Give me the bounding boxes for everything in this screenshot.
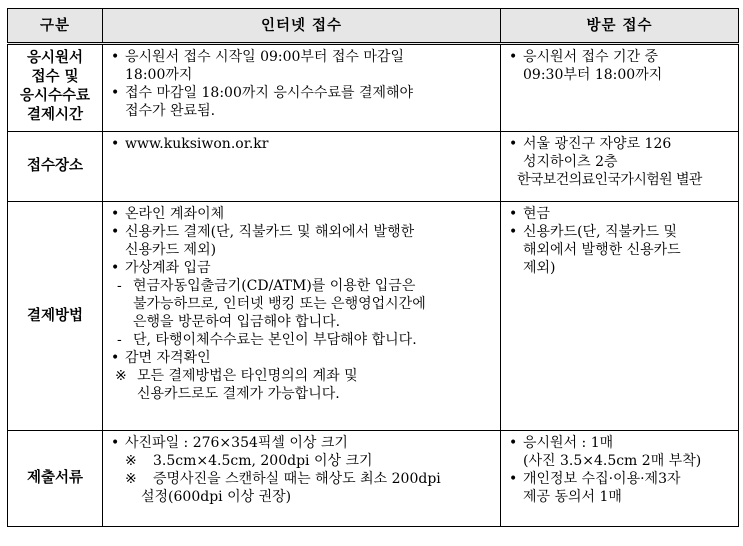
list-item-cont: 해외에서 발행한 신용카드 — [523, 242, 681, 258]
note-item: ※ 모든 결제방법은 타인명의의 계좌 및 — [115, 368, 358, 384]
list-item: • 응시원서 접수 기간 중 — [509, 49, 659, 65]
bullet-icon: • — [111, 85, 120, 101]
internet-documents — [103, 431, 501, 527]
list-item-cont: 18:00까지 — [125, 67, 193, 83]
list-item: • 신용카드 결제(단, 직불카드 및 해외에서 발행한 — [111, 224, 415, 240]
bullet-icon: • — [509, 224, 518, 240]
header-category: 구분 — [8, 9, 103, 44]
list-item-cont: 09:30부터 18:00까지 — [523, 67, 663, 83]
list-item-cont: (사진 3.5×4.5cm 2매 부착) — [523, 453, 702, 469]
category-time-line: 응시수수료 — [19, 88, 91, 104]
list-item — [111, 135, 494, 153]
bullet-icon: • — [111, 49, 120, 65]
category-time-line: 접수 및 — [31, 69, 79, 85]
internet-time — [103, 44, 501, 132]
list-item: • 가상계좌 입금 — [111, 260, 211, 276]
category-place: 접수장소 — [8, 132, 103, 202]
dash-icon: - — [117, 278, 122, 294]
category-time-line: 결제시간 — [26, 107, 84, 123]
row-payment — [8, 202, 739, 431]
bullet-icon: • — [509, 471, 518, 487]
visit-payment — [501, 202, 739, 431]
website-link[interactable]: www.kuksiwon.or.kr — [125, 136, 269, 152]
bullet-icon: • — [111, 260, 120, 276]
sub-item-cont: 불가능하므로, 인터넷 뱅킹 또는 은행영업시간에 — [133, 296, 426, 312]
list-item: • 접수 마감일 18:00까지 응시수수료를 결제해야 — [111, 85, 414, 101]
sub-item: - 단, 타행이체수수료는 본인이 부담해야 합니다. — [117, 332, 417, 348]
bullet-icon: • — [111, 224, 120, 240]
note-item-cont: 설정(600dpi 이상 권장) — [141, 489, 292, 505]
category-payment: 결제방법 — [8, 202, 103, 431]
bullet-icon: • — [509, 435, 518, 451]
reference-mark-icon: ※ — [125, 453, 137, 469]
category-time — [8, 44, 103, 132]
bullet-icon: • — [509, 206, 518, 222]
row-documents — [8, 431, 739, 527]
list-item-cont: 접수가 완료됨. — [125, 103, 216, 119]
header-visit: 방문 접수 — [501, 9, 739, 44]
row-time — [8, 44, 739, 132]
category-documents: 제출서류 — [8, 431, 103, 527]
list-item: • 서울 광진구 자양로 126 — [509, 136, 672, 152]
list-item: • 신용카드(단, 직불카드 및 — [509, 224, 678, 240]
bullet-icon: • — [111, 206, 120, 222]
list-item-cont: 한국보건의료인국가시험원 별관 — [517, 172, 702, 188]
dash-icon: - — [117, 332, 122, 348]
visit-time — [501, 44, 739, 132]
note-item: ※ 증명사진을 스캔하실 때는 해상도 최소 200dpi — [125, 471, 441, 487]
internet-place — [103, 132, 501, 202]
internet-payment — [103, 202, 501, 431]
category-time-line: 응시원서 — [26, 50, 84, 66]
list-item-cont: 제공 동의서 1매 — [523, 489, 622, 505]
list-item: • 사진파일 : 276×354픽셀 이상 크기 — [111, 435, 348, 451]
reception-table — [7, 8, 739, 527]
bullet-icon: • — [111, 136, 120, 152]
list-item: • 감면 자격확인 — [111, 350, 211, 366]
list-item: • 현금 — [509, 206, 551, 222]
sub-item-cont: 은행을 방문하여 입금해야 합니다. — [133, 314, 341, 330]
list-item: • 응시원서 접수 시작일 09:00부터 접수 마감일 — [111, 49, 404, 65]
list-item: • 온라인 계좌이체 — [111, 206, 225, 222]
list-item: • 응시원서 : 1매 — [509, 435, 614, 451]
bullet-icon: • — [111, 435, 120, 451]
bullet-icon: • — [509, 49, 518, 65]
reference-mark-icon: ※ — [125, 471, 137, 487]
header-internet: 인터넷 접수 — [103, 9, 501, 44]
bullet-icon: • — [111, 350, 120, 366]
list-item-cont: 제외) — [523, 260, 556, 276]
bullet-icon: • — [509, 136, 518, 152]
header-row — [8, 9, 739, 44]
note-item: ※ 3.5cm×4.5cm, 200dpi 이상 크기 — [125, 453, 373, 469]
visit-place — [501, 132, 739, 202]
list-item-cont: 신용카드 제외) — [125, 242, 217, 258]
sub-item: - 현금자동입출금기(CD/ATM)를 이용한 입금은 — [117, 278, 416, 294]
reference-mark-icon: ※ — [115, 368, 127, 384]
list-item: • 개인정보 수집·이용·제3자 — [509, 471, 681, 487]
visit-documents — [501, 431, 739, 527]
note-item-cont: 신용카드로도 결제가 가능합니다. — [137, 386, 340, 402]
list-item-cont: 성지하이츠 2층 — [523, 154, 618, 170]
row-place — [8, 132, 739, 202]
